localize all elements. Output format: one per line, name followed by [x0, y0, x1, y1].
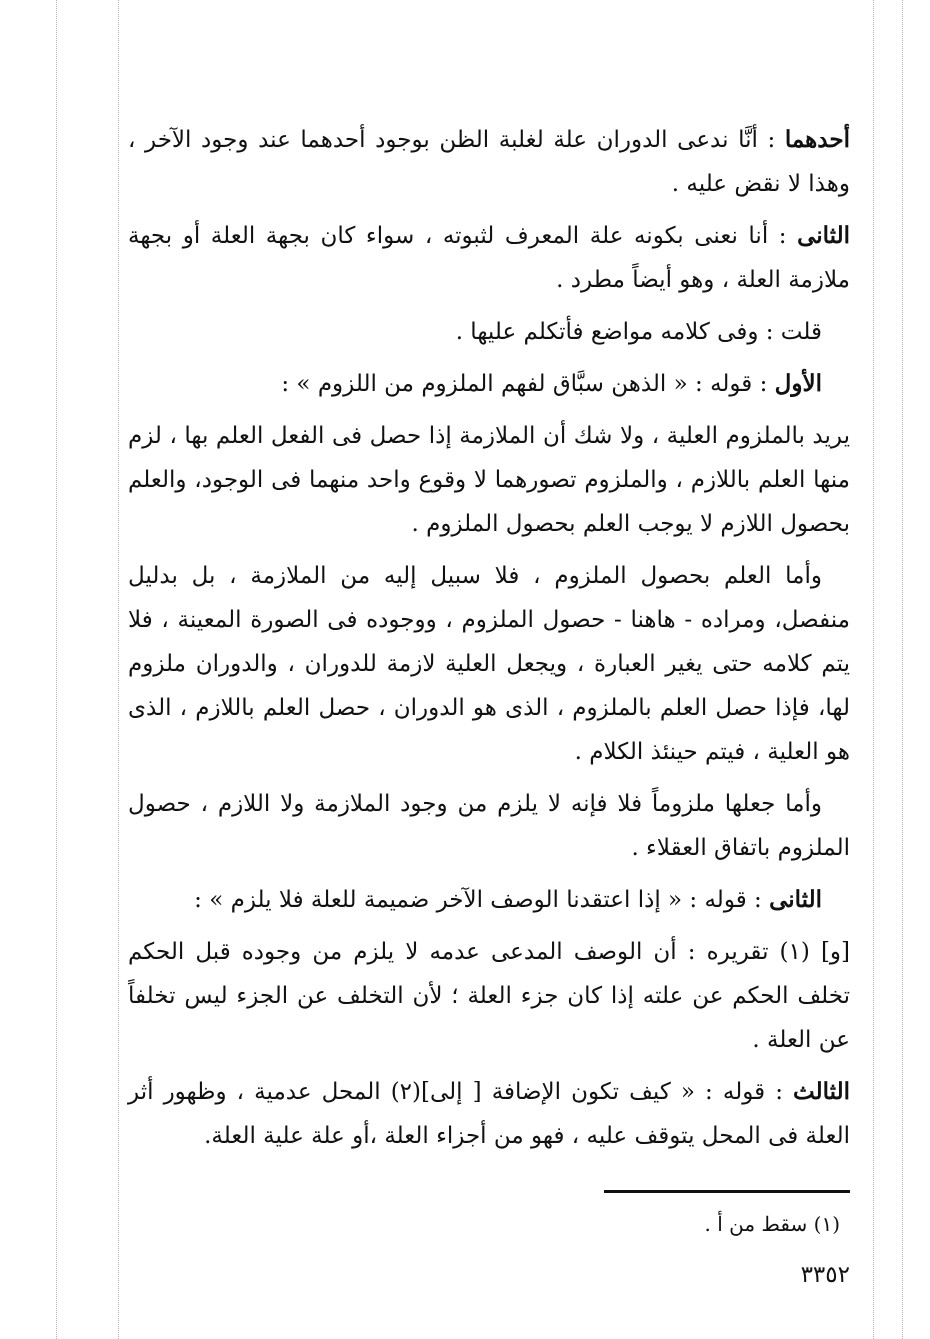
paragraph-7: [128, 782, 850, 870]
paragraph-text: وأما جعلها ملزوماً فلا فإنه لا يلزم من وجود الملازمة ولا اللازم ، حصول الملزوم باتفاق العقلاء .: [128, 791, 850, 861]
paragraph-2: [128, 214, 850, 302]
paragraph-text: : أنا نعنى بكونه علة المعرف لثبوته ، سواء كان بجهة العلة أو بجهة ملازمة العلة ، وهو أيضاً مطرد .: [128, 223, 850, 293]
page-number: ٣٣٥٢: [800, 1262, 850, 1288]
page-body: [128, 118, 850, 1166]
paragraph-5: [128, 414, 850, 546]
paragraph-8: [128, 878, 850, 922]
footnote: (١) سقط من أ .: [704, 1212, 840, 1236]
paragraph-text: وأما العلم بحصول الملزوم ، فلا سبيل إليه من الملازمة ، بل بدليل منفصل، ومراده - هاهنا - حصول الملزوم ، ووجوده فى الصورة المعينة ، فلا يتم كلامه حتى يغير العبارة ، ويجعل العلية لازمة للدوران ، والدوران ملزوم لها، فإذا حصل العلم بالملزوم ، الذى هو الدوران ، حصل العلم باللازم ، الذى هو العلية ، فيتم حينئذ الكلام .: [128, 563, 850, 765]
paragraph-text: قلت : وفى كلامه مواضع فأتكلم عليها .: [455, 319, 822, 345]
paragraph-9: [128, 930, 850, 1062]
scan-margin-dots: [56, 0, 57, 1339]
paragraph-3: [128, 310, 850, 354]
paragraph-text: يريد بالملزوم العلية ، ولا شك أن الملازمة إذا حصل فى الفعل العلم بها ، لزم منها العلم باللازم ، والملزوم تصورهما لا وقوع واحد منهما فى الوجود، والعلم بحصول اللازم لا يوجب العلم بحصول الملزوم .: [128, 423, 850, 537]
paragraph-label: الثانى: [769, 886, 822, 913]
paragraph-10: [128, 1070, 850, 1158]
scan-margin-dots: [873, 0, 874, 1339]
paragraph-4: [128, 362, 850, 406]
paragraph-label: أحدهما: [784, 126, 850, 153]
footnote-divider: [604, 1190, 850, 1193]
scan-margin-dots: [118, 0, 119, 1339]
paragraph-text: : قوله : « إذا اعتقدنا الوصف الآخر ضميمة للعلة فلا يلزم » :: [194, 887, 770, 913]
paragraph-text: : أنَّا ندعى الدوران علة لغلبة الظن بوجود أحدهما عند وجود الآخر ، وهذا لا نقض عليه .: [128, 127, 850, 197]
paragraph-label: الثالث: [793, 1078, 850, 1105]
scan-margin-dots: [902, 0, 903, 1339]
paragraph-label: الأول: [774, 370, 822, 397]
paragraph-text: [و] (١) تقريره : أن الوصف المدعى عدمه لا يلزم من وجوده قبل الحكم تخلف الحكم عن علته إذا كان جزء العلة ؛ لأن التخلف عن الجزء ليس تخلفاً عن العلة .: [128, 939, 850, 1053]
paragraph-text: : قوله : « كيف تكون الإضافة [ إلى](٢) المحل عدمية ، وظهور أثر العلة فى المحل يتوقف عليه ، فهو من أجزاء العلة ،أو علة علية العلة.: [128, 1079, 850, 1149]
paragraph-label: الثانى: [797, 222, 850, 249]
paragraph-6: [128, 554, 850, 774]
paragraph-1: [128, 118, 850, 206]
paragraph-text: : قوله : « الذهن سبَّاق لفهم الملزوم من اللزوم » :: [281, 371, 775, 397]
